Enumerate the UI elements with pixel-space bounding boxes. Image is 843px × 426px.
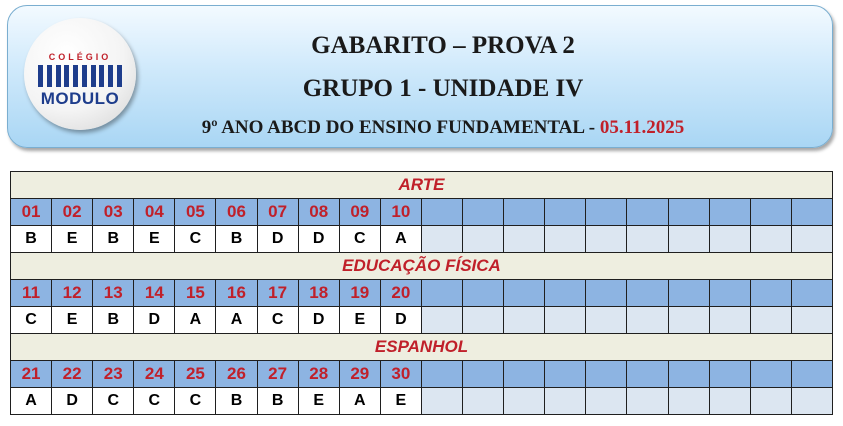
- question-number: 03: [93, 199, 134, 226]
- section-title: ESPANHOL: [11, 334, 833, 361]
- answer-cell: A: [216, 307, 257, 334]
- empty-number-cell: [668, 361, 709, 388]
- empty-number-cell: [421, 199, 462, 226]
- answer-cell: C: [11, 307, 52, 334]
- empty-answer-cell: [750, 226, 791, 253]
- empty-number-cell: [627, 361, 668, 388]
- answer-cell: D: [52, 388, 93, 415]
- answer-cell: C: [134, 388, 175, 415]
- empty-number-cell: [668, 280, 709, 307]
- answer-cell: E: [52, 307, 93, 334]
- answer-cell: B: [11, 226, 52, 253]
- empty-number-cell: [463, 199, 504, 226]
- question-number: 29: [339, 361, 380, 388]
- question-number: 21: [11, 361, 52, 388]
- question-number: 26: [216, 361, 257, 388]
- question-number: 23: [93, 361, 134, 388]
- empty-number-cell: [545, 280, 586, 307]
- empty-answer-cell: [421, 307, 462, 334]
- answer-cell: E: [298, 388, 339, 415]
- answer-cell: D: [298, 226, 339, 253]
- class-info: [158, 117, 728, 139]
- section-row: [11, 334, 833, 361]
- question-number: 01: [11, 199, 52, 226]
- empty-number-cell: [750, 361, 791, 388]
- empty-number-cell: [791, 280, 832, 307]
- answer-key-table: [10, 171, 833, 415]
- answer-cell: B: [257, 388, 298, 415]
- answer-cell: C: [93, 388, 134, 415]
- empty-answer-cell: [709, 307, 750, 334]
- empty-number-cell: [545, 361, 586, 388]
- question-number: 10: [380, 199, 421, 226]
- answer-cell: D: [134, 307, 175, 334]
- answer-cell: C: [175, 226, 216, 253]
- empty-number-cell: [545, 199, 586, 226]
- empty-answer-cell: [791, 388, 832, 415]
- empty-answer-cell: [750, 388, 791, 415]
- empty-answer-cell: [709, 388, 750, 415]
- empty-answer-cell: [421, 226, 462, 253]
- empty-answer-cell: [545, 307, 586, 334]
- question-number-row: [11, 199, 833, 226]
- header-banner: [7, 5, 833, 148]
- answer-row: [11, 226, 833, 253]
- page-subtitle: GRUPO 1 - UNIDADE IV: [302, 75, 584, 102]
- empty-number-cell: [504, 280, 545, 307]
- question-number: 30: [380, 361, 421, 388]
- answer-cell: B: [216, 226, 257, 253]
- empty-number-cell: [627, 280, 668, 307]
- answer-cell: D: [380, 307, 421, 334]
- answer-cell: D: [298, 307, 339, 334]
- empty-number-cell: [709, 280, 750, 307]
- answer-cell: D: [257, 226, 298, 253]
- section-title: EDUCAÇÃO FÍSICA: [11, 253, 833, 280]
- question-number: 11: [11, 280, 52, 307]
- empty-answer-cell: [627, 307, 668, 334]
- answer-row: [11, 307, 833, 334]
- empty-number-cell: [586, 199, 627, 226]
- empty-number-cell: [750, 280, 791, 307]
- empty-answer-cell: [791, 307, 832, 334]
- empty-answer-cell: [668, 388, 709, 415]
- empty-answer-cell: [586, 388, 627, 415]
- logo-bottom-text: MODULO: [40, 89, 120, 108]
- section-row: [11, 172, 833, 199]
- question-number: 06: [216, 199, 257, 226]
- question-number: 16: [216, 280, 257, 307]
- empty-answer-cell: [545, 226, 586, 253]
- page-title: GABARITO – PROVA 2: [311, 32, 575, 59]
- empty-number-cell: [627, 199, 668, 226]
- empty-number-cell: [750, 199, 791, 226]
- answer-cell: A: [11, 388, 52, 415]
- exam-date: 05.11.2025: [599, 117, 685, 138]
- question-number: 07: [257, 199, 298, 226]
- empty-answer-cell: [463, 307, 504, 334]
- question-number: 02: [52, 199, 93, 226]
- empty-answer-cell: [627, 388, 668, 415]
- question-number: 04: [134, 199, 175, 226]
- logo-top-text: COLÉGIO: [48, 52, 112, 62]
- question-number: 05: [175, 199, 216, 226]
- answer-row: [11, 388, 833, 415]
- question-number: 15: [175, 280, 216, 307]
- empty-number-cell: [586, 280, 627, 307]
- answer-cell: B: [93, 307, 134, 334]
- section-title: ARTE: [11, 172, 833, 199]
- answer-cell: E: [380, 388, 421, 415]
- question-number: 27: [257, 361, 298, 388]
- empty-answer-cell: [586, 307, 627, 334]
- logo-columns-icon: [38, 65, 122, 87]
- answer-cell: B: [93, 226, 134, 253]
- question-number-row: [11, 280, 833, 307]
- empty-answer-cell: [504, 388, 545, 415]
- question-number: 22: [52, 361, 93, 388]
- question-number: 18: [298, 280, 339, 307]
- empty-number-cell: [709, 199, 750, 226]
- answer-cell: A: [339, 388, 380, 415]
- empty-answer-cell: [545, 388, 586, 415]
- empty-number-cell: [463, 361, 504, 388]
- empty-answer-cell: [463, 388, 504, 415]
- question-number: 24: [134, 361, 175, 388]
- empty-answer-cell: [668, 307, 709, 334]
- empty-number-cell: [421, 280, 462, 307]
- empty-number-cell: [709, 361, 750, 388]
- empty-answer-cell: [463, 226, 504, 253]
- school-logo: [24, 18, 136, 130]
- empty-number-cell: [463, 280, 504, 307]
- question-number-row: [11, 361, 833, 388]
- empty-answer-cell: [586, 226, 627, 253]
- empty-answer-cell: [668, 226, 709, 253]
- empty-answer-cell: [504, 226, 545, 253]
- question-number: 13: [93, 280, 134, 307]
- section-row: [11, 253, 833, 280]
- answer-cell: B: [216, 388, 257, 415]
- answer-cell: E: [134, 226, 175, 253]
- empty-answer-cell: [421, 388, 462, 415]
- question-number: 12: [52, 280, 93, 307]
- question-number: 19: [339, 280, 380, 307]
- empty-answer-cell: [627, 226, 668, 253]
- empty-number-cell: [421, 361, 462, 388]
- question-number: 14: [134, 280, 175, 307]
- question-number: 17: [257, 280, 298, 307]
- question-number: 20: [380, 280, 421, 307]
- answer-cell: C: [257, 307, 298, 334]
- empty-answer-cell: [750, 307, 791, 334]
- answer-cell: A: [380, 226, 421, 253]
- answer-cell: C: [339, 226, 380, 253]
- empty-number-cell: [668, 199, 709, 226]
- empty-number-cell: [504, 199, 545, 226]
- empty-answer-cell: [791, 226, 832, 253]
- empty-number-cell: [504, 361, 545, 388]
- empty-number-cell: [791, 199, 832, 226]
- class-info-text: 9º ANO ABCD DO ENSINO FUNDAMENTAL -: [201, 117, 596, 138]
- empty-number-cell: [791, 361, 832, 388]
- question-number: 28: [298, 361, 339, 388]
- answer-cell: E: [52, 226, 93, 253]
- question-number: 08: [298, 199, 339, 226]
- question-number: 09: [339, 199, 380, 226]
- answer-cell: A: [175, 307, 216, 334]
- empty-answer-cell: [709, 226, 750, 253]
- answer-cell: C: [175, 388, 216, 415]
- empty-answer-cell: [504, 307, 545, 334]
- question-number: 25: [175, 361, 216, 388]
- answer-cell: E: [339, 307, 380, 334]
- empty-number-cell: [586, 361, 627, 388]
